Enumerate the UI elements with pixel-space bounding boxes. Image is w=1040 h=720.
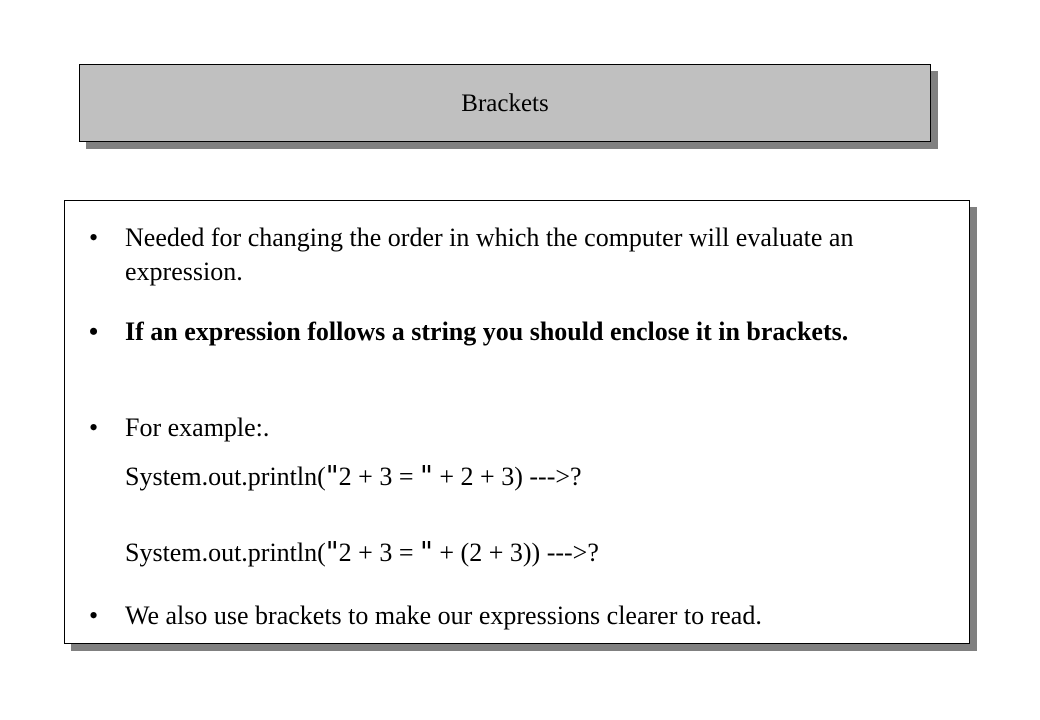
bullet-marker: • <box>89 601 99 630</box>
code-middle: 2 + 3 = <box>338 538 420 567</box>
code-quote: " <box>325 459 339 492</box>
code-quote: " <box>325 535 339 568</box>
title-box <box>79 64 931 142</box>
code-prefix: System.out.println( <box>125 462 326 491</box>
code-quote: " <box>420 535 433 568</box>
bullet-marker: • <box>89 413 99 442</box>
bullet-marker: • <box>89 317 99 346</box>
bullet-marker: • <box>89 223 99 252</box>
code-example-line <box>125 459 582 494</box>
content-box <box>64 200 970 644</box>
bullet-text: If an expression follows a string you should enclose it in brackets. <box>125 317 849 346</box>
code-quote: " <box>420 459 433 492</box>
code-prefix: System.out.println( <box>125 538 326 567</box>
bullet-text: For example:. <box>125 413 270 442</box>
code-suffix: + 2 + 3) --->? <box>432 462 582 491</box>
code-example-line <box>125 535 599 570</box>
slide-title: Brackets <box>461 89 549 117</box>
bullet-text: We also use brackets to make our expressions clearer to read. <box>125 601 762 630</box>
code-suffix: + (2 + 3)) --->? <box>432 538 599 567</box>
code-middle: 2 + 3 = <box>338 462 420 491</box>
bullet-text: Needed for changing the order in which the computer will evaluate an expression. <box>125 223 854 286</box>
